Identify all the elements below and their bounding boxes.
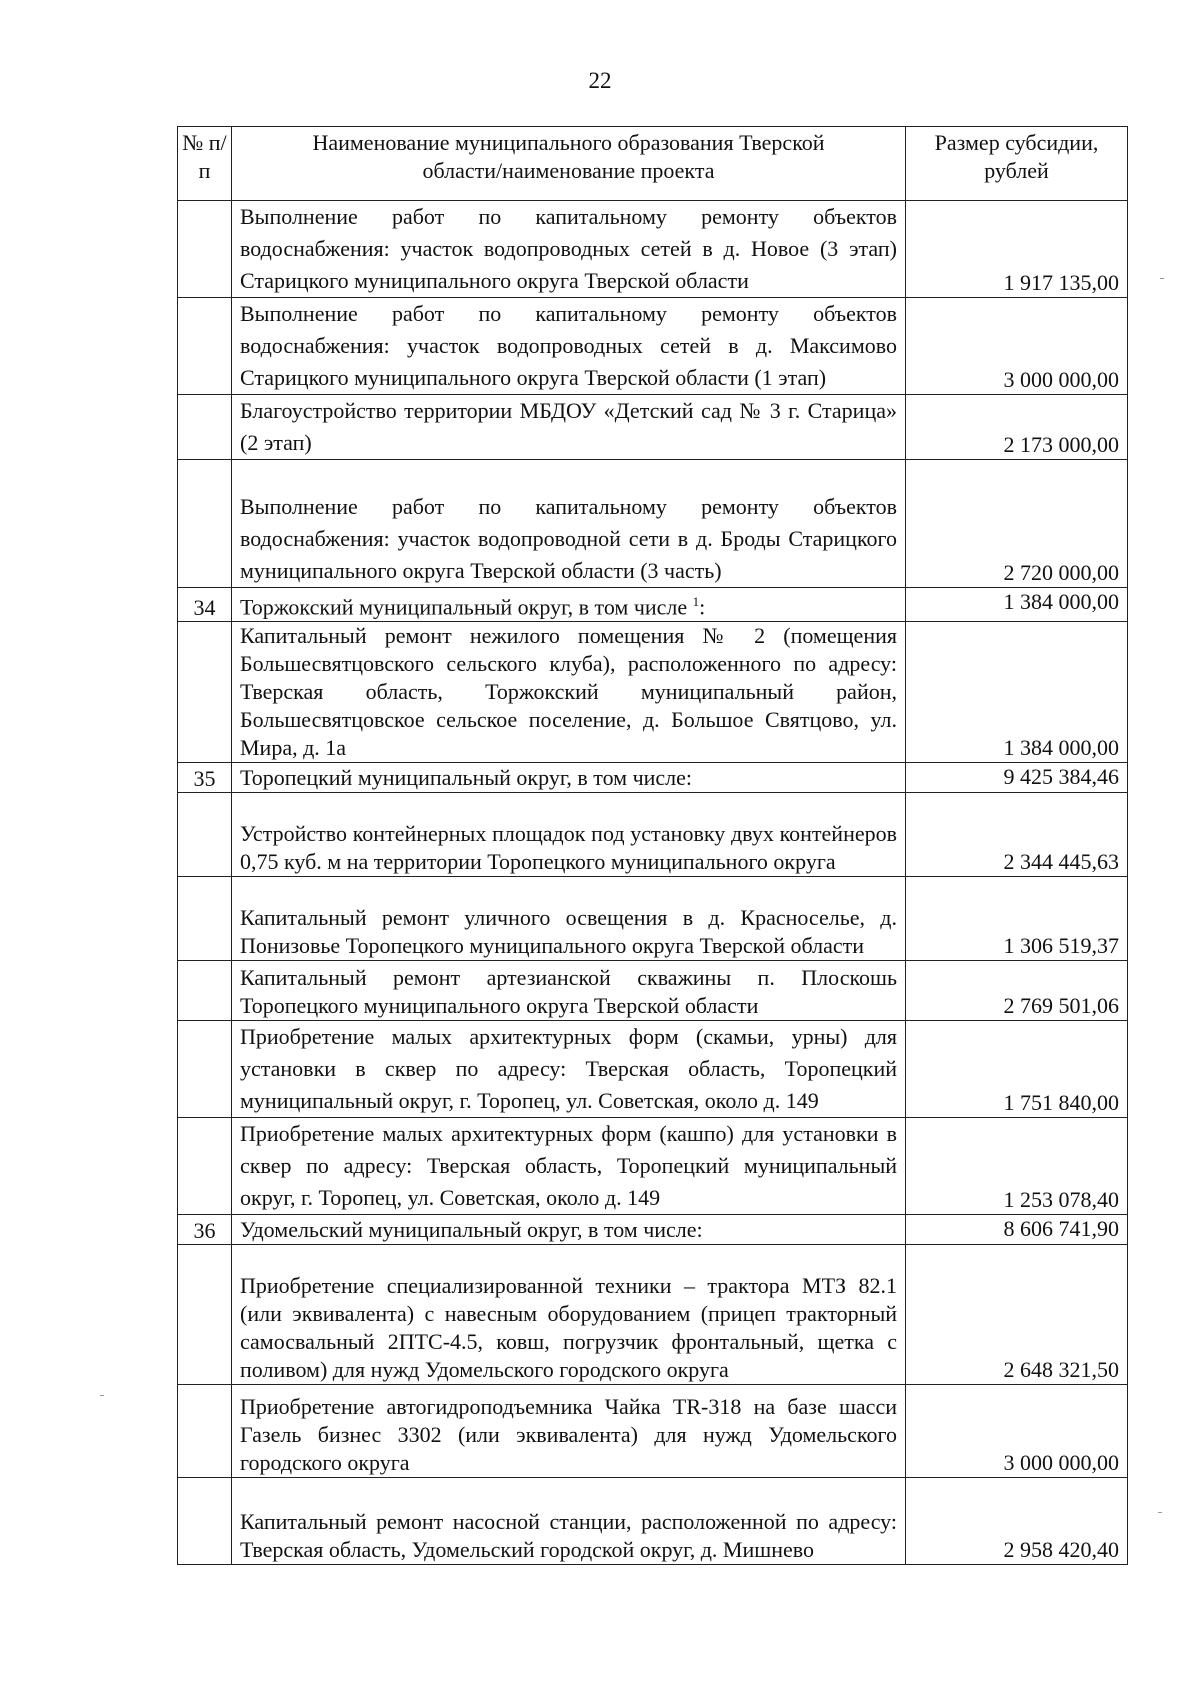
row-num xyxy=(178,460,232,588)
row-amount: 2 958 420,40 xyxy=(906,1478,1128,1565)
row-amount: 3 000 000,00 xyxy=(906,1385,1128,1478)
table-row xyxy=(178,395,1128,460)
table-row xyxy=(178,1021,1128,1118)
table-row xyxy=(178,1215,1128,1245)
row-name: Капитальный ремонт уличного освещения в д. Красноселье, д. Понизовье Торопецкого муниципального округа Тверской области xyxy=(232,877,906,961)
row-num xyxy=(178,793,232,877)
row-name: Выполнение работ по капитальному ремонту объектов водоснабжения: участок водопроводных сетей в д. Новое (3 этап) Старицкого муниципального округа Тверской области xyxy=(232,201,906,298)
subsidy-table xyxy=(177,126,1128,1565)
footnote-marker: 1 xyxy=(692,594,700,609)
page-number: 22 xyxy=(588,68,612,93)
row-num xyxy=(178,298,232,395)
row-amount: 2 344 445,63 xyxy=(906,793,1128,877)
row-name-text: Торжокский муниципальный округ, в том числе xyxy=(240,594,688,620)
row-num: 34 xyxy=(178,588,232,622)
row-num xyxy=(178,877,232,961)
row-num xyxy=(178,1021,232,1118)
scan-speck xyxy=(1160,278,1164,279)
row-amount: 1 917 135,00 xyxy=(906,201,1128,298)
table-row xyxy=(178,298,1128,395)
row-name: Приобретение малых архитектурных форм (кашпо) для установки в сквер по адресу: Тверская область, Торопецкий муниципальный округ, г. Торопец, ул. Советская, около д. 149 xyxy=(232,1118,906,1215)
row-name: Выполнение работ по капитальному ремонту объектов водоснабжения: участок водопроводной сети в д. Броды Старицкого муниципального округа Тверской области (3 часть) xyxy=(232,460,906,588)
row-amount: 2 720 000,00 xyxy=(906,460,1128,588)
row-name: Приобретение малых архитектурных форм (скамьи, урны) для установки в сквер по адресу: Тверская область, Торопецкий муниципальный округ, г. Торопец, ул. Советская, около д. 149 xyxy=(232,1021,906,1118)
table-row xyxy=(178,1478,1128,1565)
header-amount: Размер субсидии, рублей xyxy=(906,127,1128,201)
row-num xyxy=(178,1245,232,1385)
table-row xyxy=(178,588,1128,622)
scan-speck xyxy=(100,1395,104,1396)
table-header-row xyxy=(178,127,1128,201)
row-name: Приобретение специализированной техники – трактора МТЗ 82.1 (или эквивалента) с навесным оборудованием (прицеп тракторный самосвальный 2ПТС-4.5, ковш, погрузчик фронтальный, щетка с поливом) для нужд Удомельского городского округа xyxy=(232,1245,906,1385)
table-row xyxy=(178,622,1128,763)
row-amount: 1 384 000,00 xyxy=(906,588,1128,622)
row-name: Устройство контейнерных площадок под установку двух контейнеров 0,75 куб. м на территории Торопецкого муниципального округа xyxy=(232,793,906,877)
table-row xyxy=(178,460,1128,588)
row-name: Благоустройство территории МБДОУ «Детский сад № 3 г. Старица» (2 этап) xyxy=(232,395,906,460)
table-row xyxy=(178,763,1128,793)
row-name: Капитальный ремонт нежилого помещения № 2 (помещения Большесвятцовского сельского клуба), расположенного по адресу: Тверская область, Торжокский муниципальный район, Большесвятцовское сельское поселение, д. Большое Святцово, ул. Мира, д. 1а xyxy=(232,622,906,763)
row-amount: 1 306 519,37 xyxy=(906,877,1128,961)
row-num xyxy=(178,622,232,763)
table-row xyxy=(178,1118,1128,1215)
row-amount: 2 173 000,00 xyxy=(906,395,1128,460)
row-name: Торопецкий муниципальный округ, в том числе: xyxy=(232,763,906,793)
row-name: Выполнение работ по капитальному ремонту объектов водоснабжения: участок водопроводных сетей в д. Максимово Старицкого муниципального округа Тверской области (1 этап) xyxy=(232,298,906,395)
row-name: Капитальный ремонт артезианской скважины п. Плоскошь Торопецкого муниципального округа Тверской области xyxy=(232,961,906,1021)
row-name-suffix: : xyxy=(699,594,706,620)
header-name: Наименование муниципального образования Тверской области/наименование проекта xyxy=(232,127,906,201)
row-num: 35 xyxy=(178,763,232,793)
row-amount: 3 000 000,00 xyxy=(906,298,1128,395)
row-amount: 8 606 741,90 xyxy=(906,1215,1128,1245)
row-num xyxy=(178,395,232,460)
row-amount: 1 384 000,00 xyxy=(906,622,1128,763)
row-amount: 1 751 840,00 xyxy=(906,1021,1128,1118)
header-num: № п/п xyxy=(178,127,232,201)
row-num xyxy=(178,1385,232,1478)
row-num: 36 xyxy=(178,1215,232,1245)
row-amount: 2 648 321,50 xyxy=(906,1245,1128,1385)
table-row xyxy=(178,1385,1128,1478)
table-row xyxy=(178,793,1128,877)
row-num xyxy=(178,201,232,298)
row-num xyxy=(178,1118,232,1215)
row-name xyxy=(232,588,906,622)
table-row xyxy=(178,877,1128,961)
row-amount: 1 253 078,40 xyxy=(906,1118,1128,1215)
scan-speck xyxy=(1158,1512,1162,1513)
table-row xyxy=(178,201,1128,298)
row-amount: 9 425 384,46 xyxy=(906,763,1128,793)
row-name: Приобретение автогидроподъемника Чайка TR-318 на базе шасси Газель бизнес 3302 (или эквивалента) для нужд Удомельского городского округа xyxy=(232,1385,906,1478)
row-num xyxy=(178,1478,232,1565)
table-row xyxy=(178,961,1128,1021)
row-amount: 2 769 501,06 xyxy=(906,961,1128,1021)
row-name: Капитальный ремонт насосной станции, расположенной по адресу: Тверская область, Удомельский городской округ, д. Мишнево xyxy=(232,1478,906,1565)
table-row xyxy=(178,1245,1128,1385)
row-num xyxy=(178,961,232,1021)
row-name: Удомельский муниципальный округ, в том числе: xyxy=(232,1215,906,1245)
